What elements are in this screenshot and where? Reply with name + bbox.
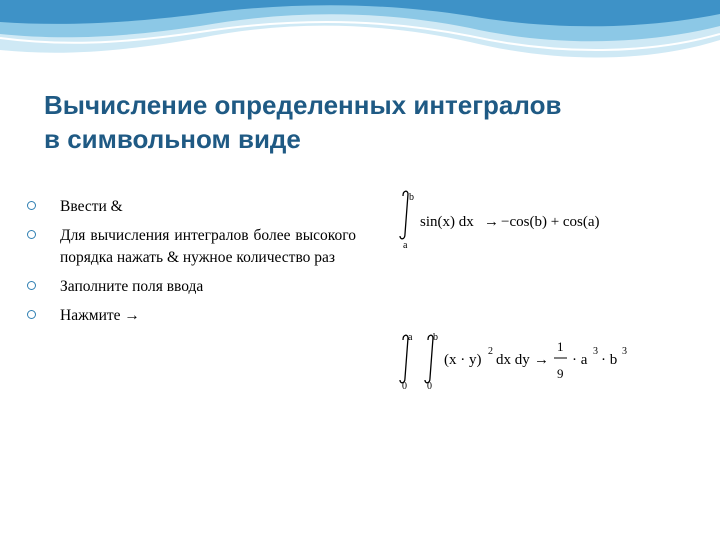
- bullet-item: [24, 196, 356, 218]
- outer-integral-sign-icon: [400, 335, 408, 383]
- circle-bullet-icon: [27, 310, 36, 319]
- slide-title: [44, 88, 684, 156]
- outer-lower-limit: 0: [402, 381, 407, 392]
- bullet-item: [24, 225, 356, 269]
- exponent-b: 3: [622, 346, 627, 357]
- bullet-text: Заполните поля ввода: [60, 278, 204, 295]
- evaluate-arrow: →: [484, 214, 499, 230]
- integrand-text: sin(x) dx: [420, 214, 474, 230]
- double-integrand: (x · y): [444, 352, 482, 368]
- differentials: dx dy: [496, 352, 530, 368]
- double-evaluate-arrow: →: [534, 352, 549, 368]
- bullet-list: [24, 196, 356, 334]
- formula-definite-integral: [400, 191, 600, 251]
- circle-bullet-icon: [27, 201, 36, 210]
- integrand-exponent: 2: [488, 346, 493, 357]
- inner-upper-limit: b: [433, 332, 438, 343]
- formula-image-panel: [384, 174, 658, 478]
- result-b-term: · b: [601, 352, 618, 368]
- formula-double-integral: [400, 332, 627, 392]
- inner-lower-limit: 0: [427, 381, 432, 392]
- slide-title-line-1: Вычисление определенных интегралов: [44, 90, 562, 120]
- integral-sign-icon: [400, 191, 408, 239]
- circle-bullet-icon: [27, 230, 36, 239]
- header-wave-decoration: [0, 0, 720, 80]
- bullet-item: [24, 305, 356, 327]
- integral-lower-limit: a: [403, 240, 408, 251]
- bullet-item: [24, 276, 356, 298]
- bullet-text: Нажмите →: [60, 307, 140, 324]
- fraction-numerator: 1: [557, 339, 564, 354]
- integral-upper-limit: b: [409, 192, 414, 203]
- circle-bullet-icon: [27, 281, 36, 290]
- bullet-text: Ввести &: [60, 198, 123, 215]
- exponent-a: 3: [593, 346, 598, 357]
- result-a-term: · a: [572, 352, 588, 368]
- result-text: −cos(b) + cos(a): [501, 214, 600, 230]
- fraction-denominator: 9: [557, 366, 564, 381]
- outer-upper-limit: a: [408, 332, 413, 343]
- slide-title-line-2: в символьном виде: [44, 124, 301, 154]
- inner-integral-sign-icon: [425, 335, 433, 383]
- bullet-text: Для вычисления интегралов более высокого порядка нажать & нужное количество раз: [60, 227, 356, 266]
